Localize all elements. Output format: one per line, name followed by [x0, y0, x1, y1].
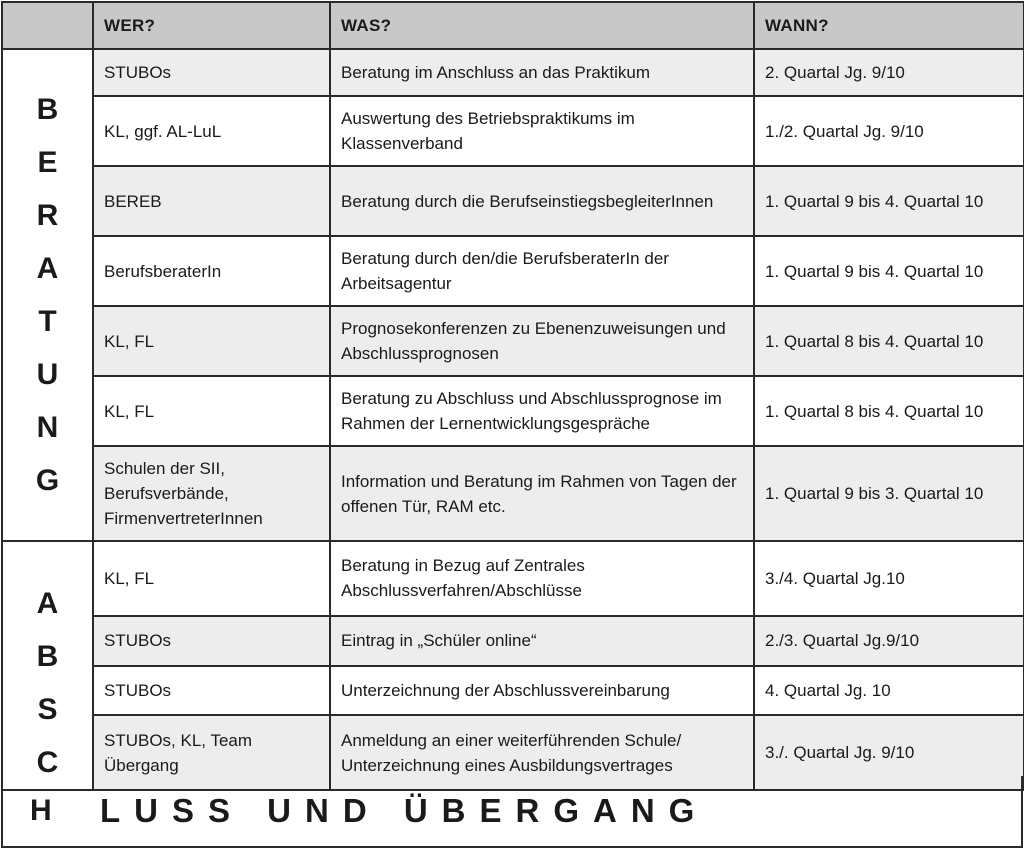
- header-row: [2, 2, 1024, 49]
- cell-wann: 1. Quartal 9 bis 4. Quartal 10: [754, 236, 1024, 306]
- cell-was: Beratung zu Abschluss und Abschlussprognose im Rahmen der Lernentwicklungsgespräche: [330, 376, 754, 446]
- cell-wer: STUBOs: [93, 666, 330, 715]
- section-letter: S: [37, 693, 58, 726]
- section-letter: G: [35, 464, 60, 497]
- frame-border-right: [1021, 776, 1023, 848]
- table-row: [2, 616, 1024, 666]
- cell-wer: KL, FL: [93, 541, 330, 616]
- frame-border-left: [1, 776, 3, 848]
- table-row: [2, 49, 1024, 96]
- cell-wann: 2. Quartal Jg. 9/10: [754, 49, 1024, 96]
- table-row: [2, 376, 1024, 446]
- section-letter: B: [36, 640, 59, 673]
- section-letter: A: [36, 252, 59, 285]
- section-label-abschluss: [2, 541, 93, 790]
- section-label-tail: LUSS UND ÜBERGANG: [100, 792, 709, 829]
- cell-was: Eintrag in „Schüler online“: [330, 616, 754, 666]
- cell-was: Beratung durch die BerufseinstiegsbegleiterInnen: [330, 166, 754, 236]
- cell-wer: BerufsberaterIn: [93, 236, 330, 306]
- cell-wer: STUBOs: [93, 616, 330, 666]
- cell-was: Anmeldung an einer weiterführenden Schule/ Unterzeichnung eines Ausbildungsvertrages: [330, 715, 754, 790]
- cell-wann: 1. Quartal 8 bis 4. Quartal 10: [754, 376, 1024, 446]
- table-row: [2, 236, 1024, 306]
- cell-wann: 1. Quartal 9 bis 4. Quartal 10: [754, 166, 1024, 236]
- cell-wer: BEREB: [93, 166, 330, 236]
- cell-was: Auswertung des Betriebspraktikums im Klassenverband: [330, 96, 754, 166]
- schedule-table: [1, 1, 1024, 791]
- cell-wer: Schulen der SII, Berufsverbände, FirmenvertreterInnen: [93, 446, 330, 541]
- section-letter: H: [30, 794, 52, 827]
- cell-wann: 1. Quartal 9 bis 3. Quartal 10: [754, 446, 1024, 541]
- cell-wann: 3./4. Quartal Jg.10: [754, 541, 1024, 616]
- section-letter: E: [37, 146, 58, 179]
- table-row: [2, 306, 1024, 376]
- frame-border-bottom: [1, 846, 1023, 848]
- cell-was: Information und Beratung im Rahmen von Tagen der offenen Tür, RAM etc.: [330, 446, 754, 541]
- cell-wer: STUBOs, KL, Team Übergang: [93, 715, 330, 790]
- section-letter: C: [36, 746, 59, 779]
- table-row: [2, 666, 1024, 715]
- cell-was: Beratung im Anschluss an das Praktikum: [330, 49, 754, 96]
- cell-was: Beratung in Bezug auf Zentrales Abschlussverfahren/Abschlüsse: [330, 541, 754, 616]
- section-letter: T: [38, 305, 57, 338]
- cell-was: Unterzeichnung der Abschlussvereinbarung: [330, 666, 754, 715]
- cell-was: Prognosekonferenzen zu Ebenenzuweisungen und Abschlussprognosen: [330, 306, 754, 376]
- section-letter: A: [36, 587, 59, 620]
- cell-wann: 1. Quartal 8 bis 4. Quartal 10: [754, 306, 1024, 376]
- header-wann: WANN?: [754, 2, 1024, 49]
- section-letter: R: [36, 199, 59, 232]
- section-letter: B: [36, 93, 59, 126]
- cell-was: Beratung durch den/die BerufsberaterIn der Arbeitsagentur: [330, 236, 754, 306]
- table-row: [2, 446, 1024, 541]
- cell-wann: 1./2. Quartal Jg. 9/10: [754, 96, 1024, 166]
- cell-wer: STUBOs: [93, 49, 330, 96]
- cell-wer: KL, FL: [93, 306, 330, 376]
- table-row: [2, 715, 1024, 790]
- cell-wer: KL, FL: [93, 376, 330, 446]
- cell-wer: KL, ggf. AL-LuL: [93, 96, 330, 166]
- cell-wann: 3./. Quartal Jg. 9/10: [754, 715, 1024, 790]
- table-row: [2, 96, 1024, 166]
- section-letter: U: [36, 358, 59, 391]
- section-letter: N: [36, 411, 59, 444]
- cell-wann: 4. Quartal Jg. 10: [754, 666, 1024, 715]
- section-label-beratung: [2, 49, 93, 541]
- header-empty: [2, 2, 93, 49]
- table-row: [2, 541, 1024, 616]
- header-wer: WER?: [93, 2, 330, 49]
- cell-wann: 2./3. Quartal Jg.9/10: [754, 616, 1024, 666]
- header-was: WAS?: [330, 2, 754, 49]
- table-row: [2, 166, 1024, 236]
